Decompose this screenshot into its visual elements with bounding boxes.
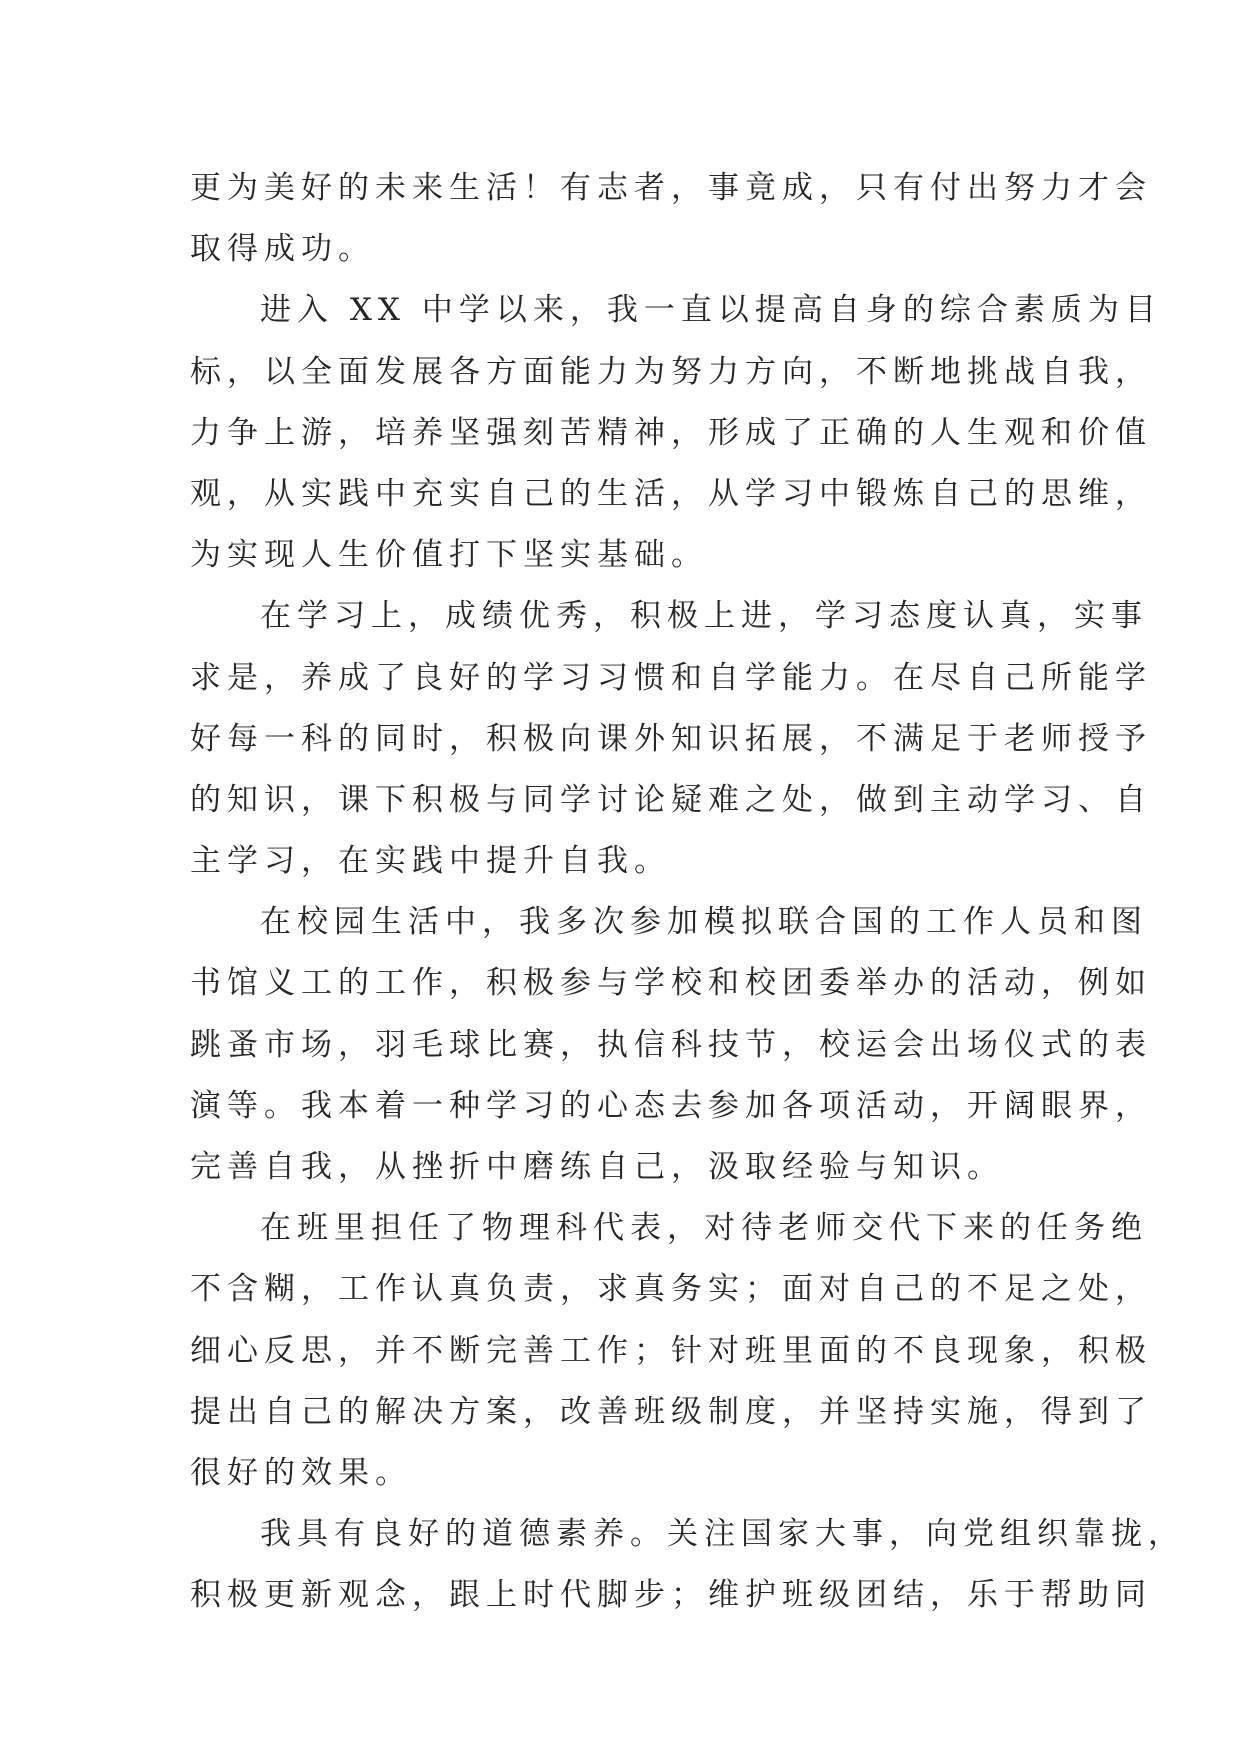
text-line: 演等。我本着一种学习的心态去参加各项活动，开阔眼界， bbox=[190, 1087, 1152, 1124]
text-line: 很好的效果。 bbox=[190, 1454, 412, 1491]
text-line: 积极更新观念，跟上时代脚步；维护班级团结，乐于帮助同 bbox=[190, 1577, 1152, 1614]
text-line: 好每一科的同时，积极向课外知识拓展，不满足于老师授予 bbox=[190, 720, 1152, 757]
text-line: 细心反思，并不断完善工作；针对班里面的不良现象，积极 bbox=[190, 1332, 1152, 1369]
paragraph-first-line: 进入 XX 中学以来，我一直以提高自身的综合素质为目 bbox=[260, 292, 1162, 329]
text-line: 跳蚤市场，羽毛球比赛，执信科技节，校运会出场仪式的表 bbox=[190, 1026, 1152, 1063]
text-line: 更为美好的未来生活！有志者，事竟成，只有付出努力才会 bbox=[190, 170, 1152, 206]
text-line: 求是，养成了良好的学习习惯和自学能力。在尽自己所能学 bbox=[190, 659, 1152, 696]
text-line: 力争上游，培养坚强刻苦精神，形成了正确的人生观和价值 bbox=[190, 414, 1152, 451]
document-body bbox=[190, 158, 1185, 1627]
text-line: 的知识，课下积极与同学讨论疑难之处，做到主动学习、自 bbox=[190, 781, 1152, 818]
text-line: 取得成功。 bbox=[190, 231, 375, 268]
text-line: 书馆义工的工作，积极参与学校和校团委举办的活动，例如 bbox=[190, 965, 1152, 1002]
paragraph-first-line: 在校园生活中，我多次参加模拟联合国的工作人员和图 bbox=[260, 904, 1148, 941]
text-line: 完善自我，从挫折中磨练自己，汲取经验与知识。 bbox=[190, 1149, 1004, 1185]
text-line: 标，以全面发展各方面能力为努力方向，不断地挑战自我， bbox=[190, 353, 1152, 390]
paragraph-first-line: 我具有良好的道德素养。关注国家大事，向党组织靠拢， bbox=[260, 1516, 1185, 1553]
text-line: 提出自己的解决方案，改善班级制度，并坚持实施，得到了 bbox=[190, 1393, 1152, 1430]
text-line: 为实现人生价值打下坚实基础。 bbox=[190, 537, 708, 574]
text-line: 观，从实践中充实自己的生活，从学习中锻炼自己的思维， bbox=[190, 475, 1152, 512]
text-line: 主学习，在实践中提升自我。 bbox=[190, 843, 671, 880]
paragraph-first-line: 在学习上，成绩优秀，积极上进，学习态度认真，实事 bbox=[260, 598, 1148, 635]
text-line: 不含糊，工作认真负责，求真务实；面对自己的不足之处， bbox=[190, 1271, 1152, 1308]
paragraph-first-line: 在班里担任了物理科代表，对待老师交代下来的任务绝 bbox=[260, 1210, 1148, 1247]
